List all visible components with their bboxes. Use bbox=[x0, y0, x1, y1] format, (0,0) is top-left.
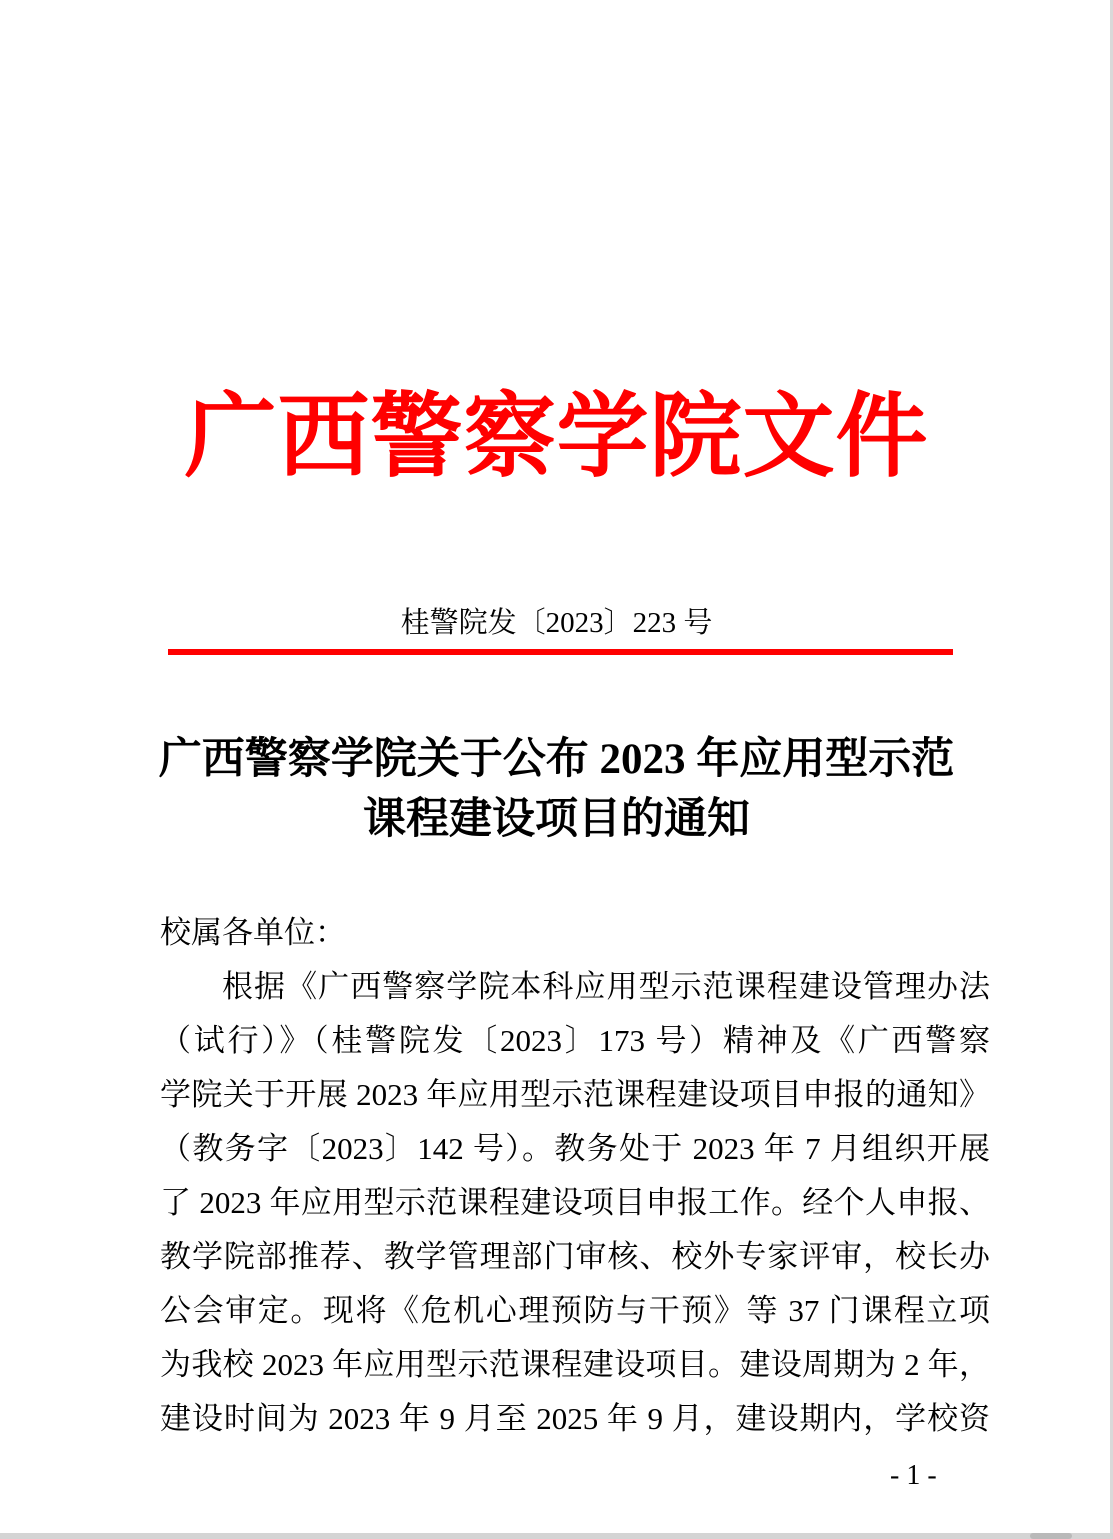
viewer-bottom-edge bbox=[0, 1533, 1113, 1539]
body-line: 教学院部推荐、教学管理部门审核、校外专家评审，校长办 bbox=[160, 1239, 990, 1274]
document-reference-number: 桂警院发〔2023〕223 号 bbox=[400, 607, 713, 639]
body-line: 为我校 2023 年应用型示范课程建设项目。建设周期为 2 年， bbox=[160, 1347, 990, 1382]
body-line: （教务字〔2023〕142 号）。教务处于 2023 年 7 月组织开展 bbox=[160, 1131, 990, 1166]
notice-title-line-2: 课程建设项目的通知 bbox=[363, 796, 750, 843]
page-number: - 1 - bbox=[890, 1460, 937, 1491]
red-divider-rule bbox=[168, 649, 953, 655]
body-line: （试行）》（桂警院发〔2023〕173 号）精神及《广西警察 bbox=[160, 1023, 990, 1058]
body-line: 了 2023 年应用型示范课程建设项目申报工作。经个人申报、 bbox=[160, 1185, 990, 1220]
horizontal-scrollbar-thumb[interactable] bbox=[1030, 1533, 1072, 1539]
red-header-org-title: 广西警察学院文件 bbox=[184, 386, 929, 488]
salutation-line: 校属各单位： bbox=[160, 915, 346, 950]
body-line: 建设时间为 2023 年 9 月至 2025 年 9 月，建设期内，学校资 bbox=[160, 1401, 990, 1436]
notice-body bbox=[160, 906, 990, 1446]
body-line: 学院关于开展 2023 年应用型示范课程建设项目申报的通知》 bbox=[160, 1077, 990, 1112]
body-line: 公会审定。现将《危机心理预防与干预》等 37 门课程立项 bbox=[160, 1293, 990, 1328]
notice-title-line-1: 广西警察学院关于公布 2023 年应用型示范 bbox=[158, 736, 955, 783]
body-line: 根据《广西警察学院本科应用型示范课程建设管理办法 bbox=[222, 969, 990, 1004]
notice-title bbox=[134, 730, 979, 850]
